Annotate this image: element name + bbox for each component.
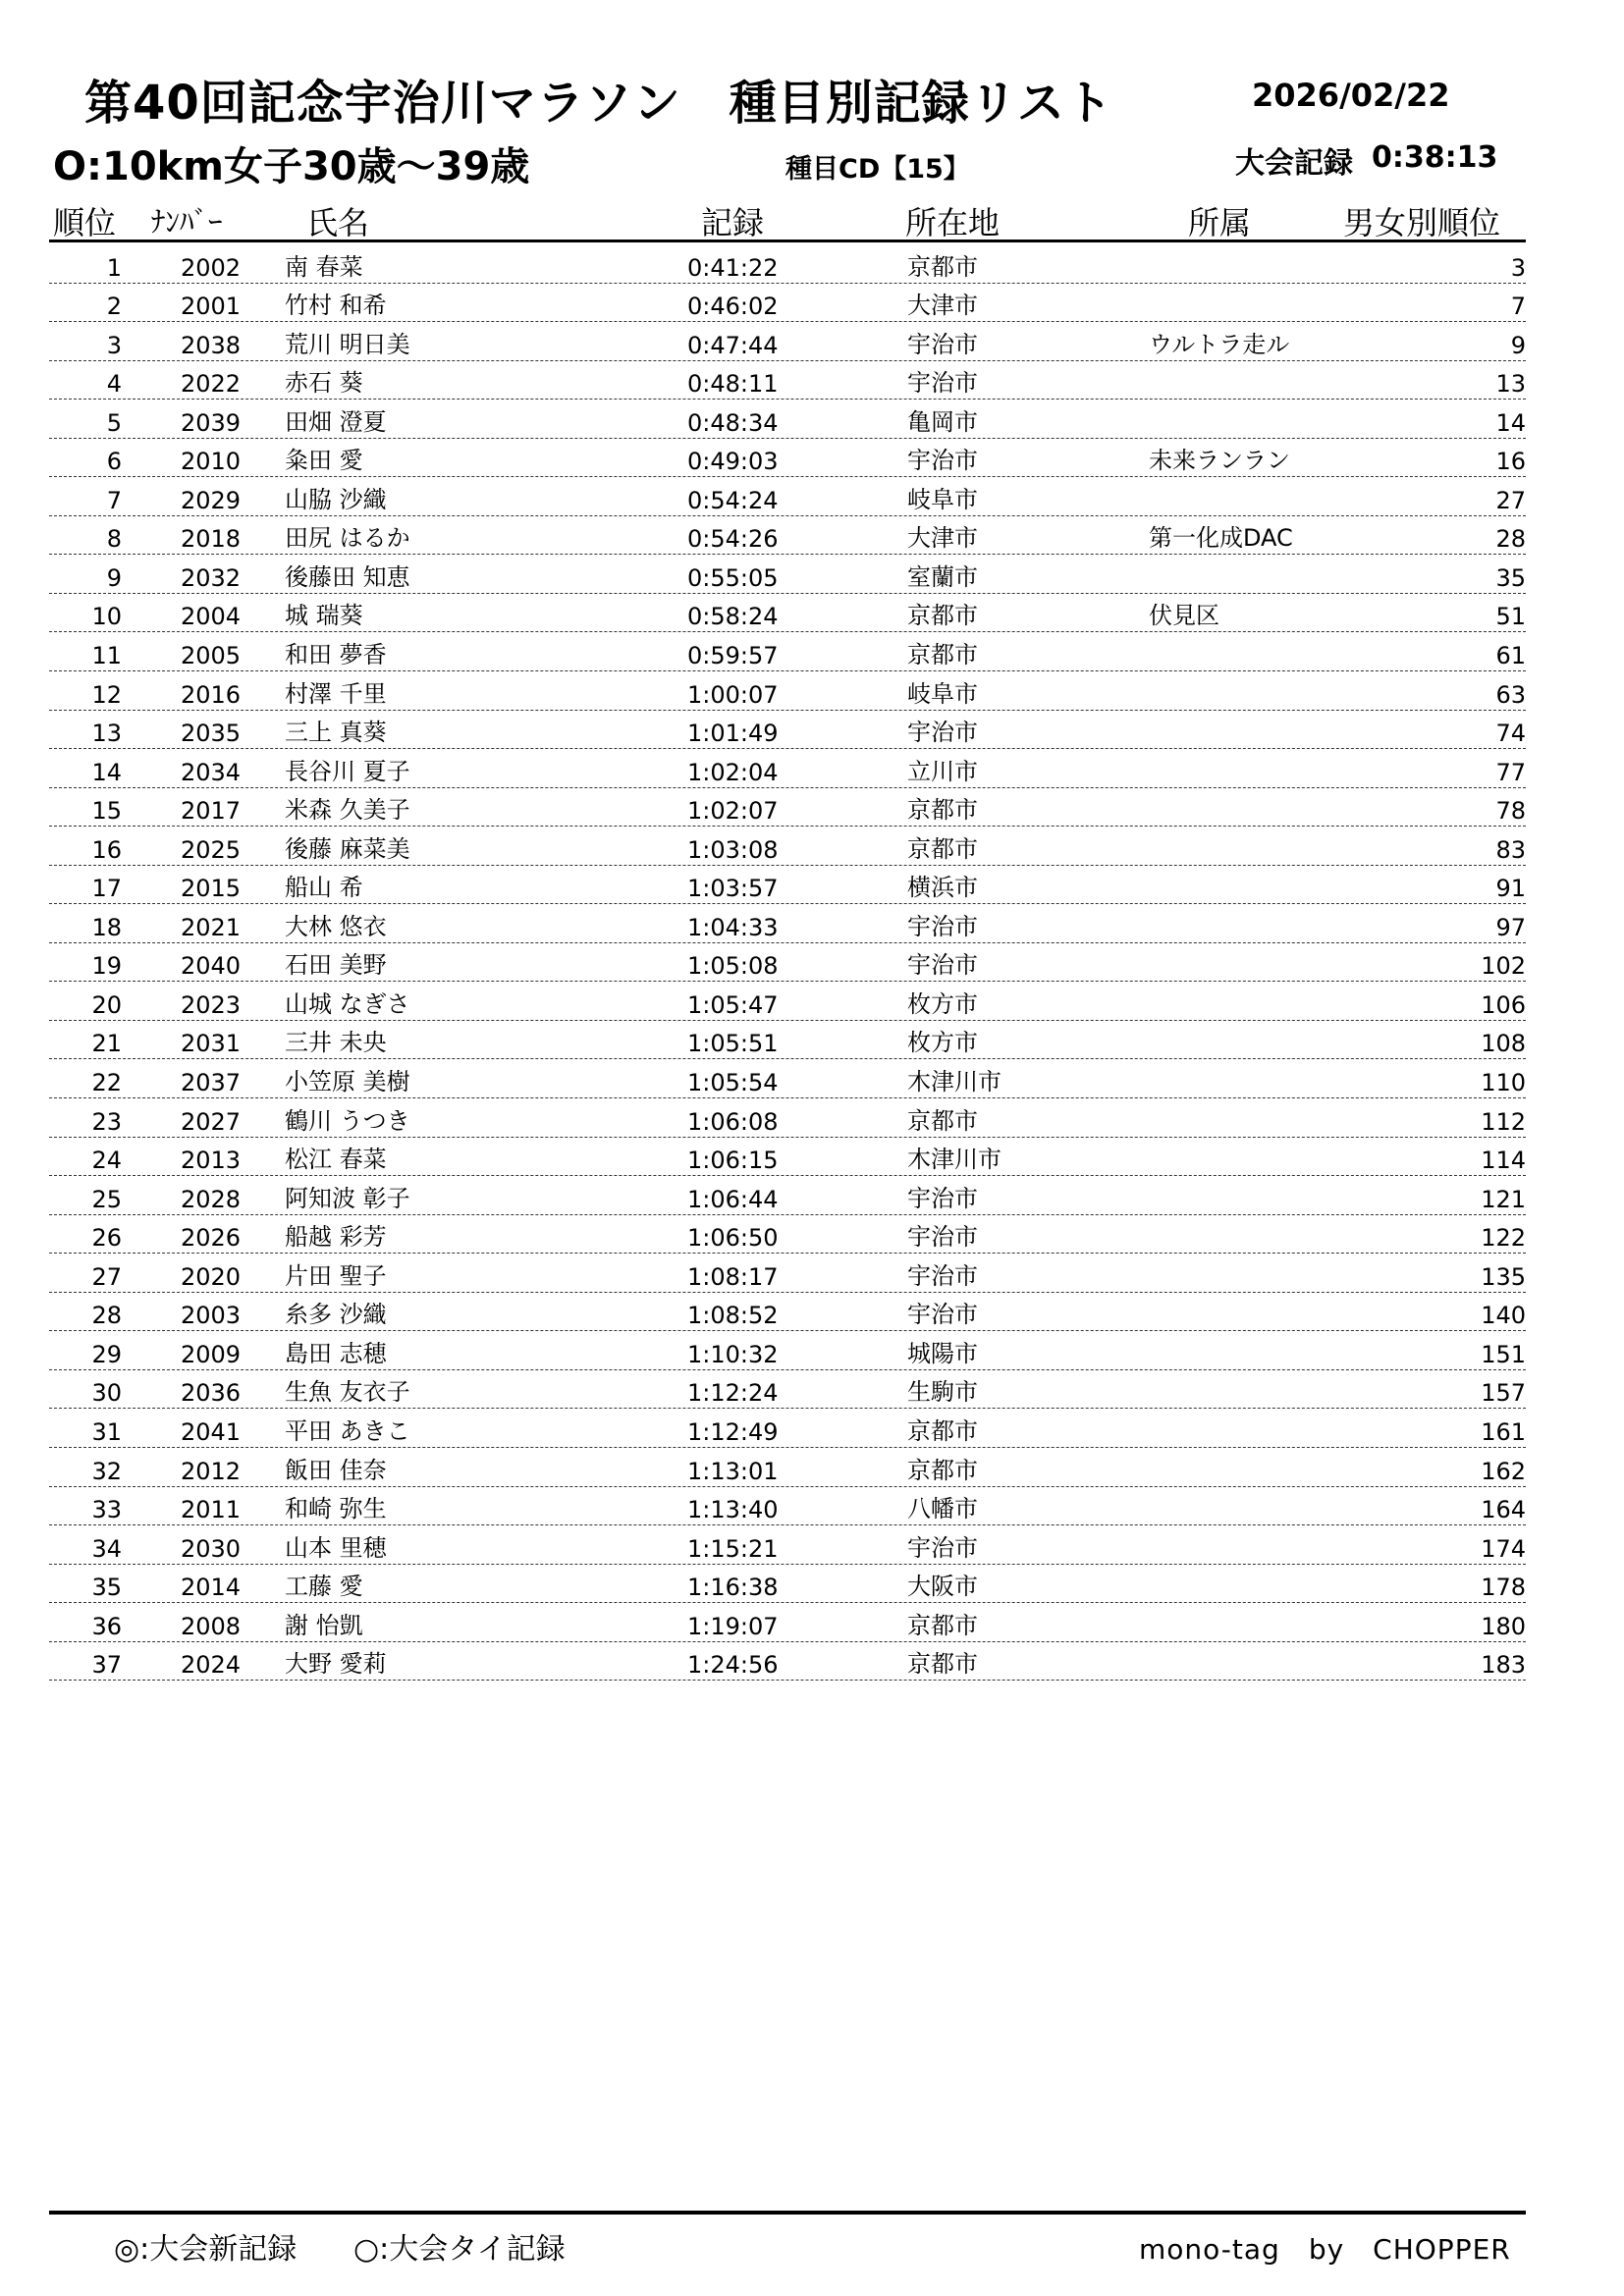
cell-bib: 2027 [181, 1107, 242, 1136]
table-row [49, 1525, 1526, 1565]
cell-rank: 4 [106, 370, 122, 399]
cell-rank: 1 [106, 253, 122, 282]
cell-gender-rank: 114 [1481, 1147, 1526, 1175]
cell-time: 0:48:11 [687, 370, 779, 399]
cell-name: 松江 春菜 [285, 1146, 387, 1174]
cell-gender-rank: 140 [1481, 1302, 1526, 1330]
cell-time: 1:03:08 [687, 835, 779, 864]
cell-location: 宇治市 [907, 330, 978, 358]
cell-name: 生魚 友衣子 [285, 1378, 410, 1407]
cell-gender-rank: 97 [1495, 913, 1526, 941]
cell-gender-rank: 161 [1481, 1417, 1526, 1446]
cell-bib: 2004 [181, 603, 242, 631]
cell-location: 宇治市 [907, 951, 978, 980]
cell-name: 米森 久美子 [285, 796, 410, 825]
cell-rank: 9 [106, 563, 122, 592]
cell-bib: 2037 [181, 1069, 242, 1097]
cell-gender-rank: 112 [1481, 1107, 1526, 1136]
cell-location: 京都市 [907, 1650, 978, 1679]
cell-rank: 5 [106, 408, 122, 437]
cell-gender-rank: 35 [1495, 563, 1526, 592]
cell-location: 京都市 [907, 1611, 978, 1639]
table-row [49, 711, 1526, 750]
cell-gender-rank: 27 [1495, 486, 1526, 514]
cell-bib: 2021 [181, 913, 242, 941]
cell-bib: 2039 [181, 408, 242, 437]
cell-rank: 23 [91, 1107, 122, 1136]
cell-name: 和崎 弥生 [285, 1495, 387, 1523]
header-location: 所在地 [905, 204, 1001, 241]
cell-time: 0:47:44 [687, 331, 779, 359]
cell-name: 工藤 愛 [285, 1573, 363, 1601]
header-rank: 順位 [53, 204, 117, 241]
cell-name: 飯田 佳奈 [285, 1456, 387, 1484]
column-headers [49, 196, 1526, 242]
cell-gender-rank: 164 [1481, 1496, 1526, 1524]
cell-name: 赤石 葵 [285, 369, 363, 398]
cell-name: 城 瑞葵 [285, 602, 363, 630]
cell-time: 1:13:40 [687, 1496, 779, 1524]
cell-rank: 21 [91, 1030, 122, 1058]
cell-bib: 2005 [181, 642, 242, 670]
cell-time: 1:12:49 [687, 1417, 779, 1446]
cell-time: 1:19:07 [687, 1612, 779, 1640]
cell-gender-rank: 102 [1481, 952, 1526, 981]
cell-location: 宇治市 [907, 719, 978, 747]
table-row [49, 1448, 1526, 1487]
cell-location: 枚方市 [907, 989, 978, 1018]
cell-time: 1:06:15 [687, 1147, 779, 1175]
cell-time: 1:12:24 [687, 1379, 779, 1408]
cell-time: 1:24:56 [687, 1651, 779, 1680]
cell-bib: 2036 [181, 1379, 242, 1408]
cell-name: 田尻 はるか [285, 524, 410, 553]
cell-location: 亀岡市 [907, 407, 978, 436]
cell-time: 1:15:21 [687, 1534, 779, 1563]
cell-time: 1:05:51 [687, 1030, 779, 1058]
cell-bib: 2031 [181, 1030, 242, 1058]
cell-name: 山本 里穂 [285, 1533, 387, 1562]
cell-time: 0:41:22 [687, 253, 779, 282]
header-bib: ﾅﾝﾊﾞｰ [151, 205, 223, 239]
table-row [49, 982, 1526, 1021]
cell-gender-rank: 110 [1481, 1069, 1526, 1097]
cell-location: 枚方市 [907, 1029, 978, 1057]
table-row [49, 1176, 1526, 1215]
cell-name: 平田 あきこ [285, 1416, 410, 1445]
cell-bib: 2035 [181, 720, 242, 748]
cell-time: 1:05:08 [687, 952, 779, 981]
table-row [49, 1603, 1526, 1642]
cell-bib: 2014 [181, 1574, 242, 1602]
table-row [49, 477, 1526, 516]
cell-location: 宇治市 [907, 1184, 978, 1212]
cell-rank: 20 [91, 990, 122, 1019]
cell-bib: 2023 [181, 990, 242, 1019]
cell-location: 城陽市 [907, 1339, 978, 1367]
cell-gender-rank: 106 [1481, 990, 1526, 1019]
table-row [49, 788, 1526, 828]
cell-rank: 12 [91, 680, 122, 709]
table-row [49, 244, 1526, 284]
cell-name: 石田 美野 [285, 951, 387, 980]
cell-location: 立川市 [907, 757, 978, 785]
table-row [49, 1254, 1526, 1293]
cell-location: 宇治市 [907, 1261, 978, 1290]
cell-location: 木津川市 [907, 1146, 1001, 1174]
cell-location: 岐阜市 [907, 485, 978, 513]
cell-bib: 2016 [181, 680, 242, 709]
cell-name: 船山 希 [285, 874, 363, 902]
cell-gender-rank: 78 [1495, 797, 1526, 826]
cell-bib: 2026 [181, 1224, 242, 1253]
cell-bib: 2030 [181, 1534, 242, 1563]
cell-name: 後藤 麻菜美 [285, 834, 410, 863]
cell-location: 宇治市 [907, 1223, 978, 1252]
cell-location: 京都市 [907, 641, 978, 669]
cell-location: 京都市 [907, 1456, 978, 1484]
cell-rank: 7 [106, 486, 122, 514]
cell-location: 京都市 [907, 796, 978, 825]
cell-location: 宇治市 [907, 912, 978, 940]
cell-location: 宇治市 [907, 1301, 978, 1329]
cell-time: 1:10:32 [687, 1340, 779, 1368]
cell-gender-rank: 135 [1481, 1262, 1526, 1291]
cell-location: 大津市 [907, 292, 978, 320]
cell-time: 0:58:24 [687, 603, 779, 631]
cell-name: 和田 夢香 [285, 641, 387, 669]
cell-gender-rank: 162 [1481, 1457, 1526, 1485]
header-time: 記録 [701, 204, 765, 241]
table-row [49, 1098, 1526, 1138]
cell-bib: 2010 [181, 448, 242, 476]
cell-rank: 33 [91, 1496, 122, 1524]
cell-time: 1:03:57 [687, 875, 779, 903]
cell-name: 長谷川 夏子 [285, 757, 410, 785]
cell-gender-rank: 151 [1481, 1340, 1526, 1368]
report-date: 2026/02/22 [1252, 77, 1450, 114]
cell-location: 京都市 [907, 1106, 978, 1135]
cell-gender-rank: 108 [1481, 1030, 1526, 1058]
cell-bib: 2013 [181, 1147, 242, 1175]
cell-gender-rank: 180 [1481, 1612, 1526, 1640]
cell-bib: 2003 [181, 1302, 242, 1330]
cell-name: 鶴川 うつき [285, 1106, 410, 1135]
cell-location: 京都市 [907, 1416, 978, 1445]
cell-rank: 18 [91, 913, 122, 941]
table-row [49, 866, 1526, 905]
cell-bib: 2029 [181, 486, 242, 514]
cell-location: 八幡市 [907, 1495, 978, 1523]
table-row [49, 1293, 1526, 1332]
cell-bib: 2001 [181, 293, 242, 321]
cell-time: 1:16:38 [687, 1574, 779, 1602]
cell-gender-rank: 7 [1510, 293, 1526, 321]
cell-location: 室蘭市 [907, 562, 978, 591]
table-row [49, 827, 1526, 866]
cell-time: 1:00:07 [687, 680, 779, 709]
table-row [49, 1565, 1526, 1604]
cell-rank: 25 [91, 1185, 122, 1213]
cell-time: 0:48:34 [687, 408, 779, 437]
table-row [49, 594, 1526, 633]
cell-location: 木津川市 [907, 1068, 1001, 1096]
cell-rank: 16 [91, 835, 122, 864]
table-row [49, 904, 1526, 943]
table-row [49, 400, 1526, 439]
table-row [49, 322, 1526, 361]
cell-rank: 27 [91, 1262, 122, 1291]
cell-affiliation: 伏見区 [1149, 602, 1219, 630]
cell-rank: 29 [91, 1340, 122, 1368]
cell-name: 南 春菜 [285, 252, 363, 281]
table-row [49, 1642, 1526, 1682]
cell-gender-rank: 61 [1495, 642, 1526, 670]
cell-bib: 2009 [181, 1340, 242, 1368]
cell-time: 1:06:50 [687, 1224, 779, 1253]
cell-rank: 6 [106, 448, 122, 476]
cell-gender-rank: 178 [1481, 1574, 1526, 1602]
cell-name: 竹村 和希 [285, 292, 387, 320]
cell-bib: 2038 [181, 331, 242, 359]
cell-location: 京都市 [907, 602, 978, 630]
cell-bib: 2017 [181, 797, 242, 826]
cell-rank: 32 [91, 1457, 122, 1485]
table-row [49, 1215, 1526, 1255]
cell-location: 大津市 [907, 524, 978, 553]
table-row [49, 439, 1526, 478]
cell-time: 1:08:17 [687, 1262, 779, 1291]
table-row [49, 671, 1526, 711]
cell-rank: 36 [91, 1612, 122, 1640]
cell-location: 生駒市 [907, 1378, 978, 1407]
event-code: 種目CD【15】 [785, 154, 970, 185]
cell-rank: 19 [91, 952, 122, 981]
cell-bib: 2002 [181, 253, 242, 282]
cell-rank: 13 [91, 720, 122, 748]
cell-rank: 22 [91, 1069, 122, 1097]
cell-gender-rank: 183 [1481, 1651, 1526, 1680]
cell-name: 後藤田 知恵 [285, 562, 410, 591]
cell-location: 京都市 [907, 252, 978, 281]
cell-rank: 26 [91, 1224, 122, 1253]
cell-gender-rank: 51 [1495, 603, 1526, 631]
table-row [49, 943, 1526, 983]
cell-bib: 2018 [181, 525, 242, 554]
cell-time: 0:59:57 [687, 642, 779, 670]
cell-rank: 10 [91, 603, 122, 631]
cell-gender-rank: 77 [1495, 758, 1526, 786]
cell-gender-rank: 16 [1495, 448, 1526, 476]
cell-name: 片田 聖子 [285, 1261, 387, 1290]
meet-record-label: 大会記録 [1235, 146, 1353, 181]
cell-rank: 30 [91, 1379, 122, 1408]
cell-gender-rank: 157 [1481, 1379, 1526, 1408]
meet-record-value: 0:38:13 [1372, 140, 1498, 175]
cell-gender-rank: 63 [1495, 680, 1526, 709]
cell-gender-rank: 83 [1495, 835, 1526, 864]
cell-rank: 8 [106, 525, 122, 554]
cell-time: 1:06:44 [687, 1185, 779, 1213]
cell-location: 大阪市 [907, 1573, 978, 1601]
software-credit: mono-tag by CHOPPER [1139, 2233, 1511, 2266]
table-row [49, 1059, 1526, 1098]
cell-name: 大林 悠衣 [285, 912, 387, 940]
cell-name: 山城 なぎさ [285, 989, 410, 1018]
header-gender-rank: 男女別順位 [1343, 204, 1501, 241]
cell-location: 宇治市 [907, 447, 978, 475]
cell-bib: 2041 [181, 1417, 242, 1446]
cell-affiliation: 第一化成DAC [1149, 524, 1293, 553]
cell-name: 大野 愛莉 [285, 1650, 387, 1679]
cell-gender-rank: 13 [1495, 370, 1526, 399]
cell-rank: 24 [91, 1147, 122, 1175]
cell-time: 1:05:47 [687, 990, 779, 1019]
cell-rank: 28 [91, 1302, 122, 1330]
cell-time: 1:04:33 [687, 913, 779, 941]
cell-affiliation: ウルトラ走ル [1149, 330, 1290, 358]
cell-name: 荒川 明日美 [285, 330, 410, 358]
cell-name: 阿知波 彰子 [285, 1184, 410, 1212]
cell-time: 1:13:01 [687, 1457, 779, 1485]
cell-name: 船越 彩芳 [285, 1223, 387, 1252]
cell-rank: 14 [91, 758, 122, 786]
cell-time: 1:02:07 [687, 797, 779, 826]
cell-affiliation: 未来ランラン [1149, 447, 1290, 475]
cell-time: 1:05:54 [687, 1069, 779, 1097]
cell-location: 横浜市 [907, 874, 978, 902]
cell-rank: 31 [91, 1417, 122, 1446]
cell-bib: 2032 [181, 563, 242, 592]
cell-gender-rank: 9 [1510, 331, 1526, 359]
cell-bib: 2028 [181, 1185, 242, 1213]
page-title: 第40回記念宇治川マラソン 種目別記録リスト [84, 76, 1113, 131]
cell-location: 宇治市 [907, 1533, 978, 1562]
cell-name: 三井 未央 [285, 1029, 387, 1057]
cell-time: 0:54:26 [687, 525, 779, 554]
table-row [49, 1138, 1526, 1177]
cell-bib: 2022 [181, 370, 242, 399]
table-row [49, 1021, 1526, 1060]
cell-gender-rank: 121 [1481, 1185, 1526, 1213]
table-row [49, 555, 1526, 594]
cell-bib: 2008 [181, 1612, 242, 1640]
table-row [49, 516, 1526, 556]
table-row [49, 284, 1526, 323]
cell-gender-rank: 91 [1495, 875, 1526, 903]
cell-bib: 2020 [181, 1262, 242, 1291]
results-table [49, 244, 1526, 1681]
cell-gender-rank: 14 [1495, 408, 1526, 437]
cell-name: 謝 怡凱 [285, 1611, 363, 1639]
cell-name: 小笠原 美樹 [285, 1068, 410, 1096]
cell-bib: 2025 [181, 835, 242, 864]
cell-bib: 2024 [181, 1651, 242, 1680]
cell-name: 田畑 澄夏 [285, 407, 387, 436]
cell-bib: 2012 [181, 1457, 242, 1485]
cell-location: 京都市 [907, 834, 978, 863]
cell-time: 1:08:52 [687, 1302, 779, 1330]
event-category: O:10km女子30歳～39歳 [53, 144, 530, 189]
cell-name: 村澤 千里 [285, 679, 387, 708]
cell-rank: 3 [106, 331, 122, 359]
table-row [49, 749, 1526, 788]
cell-rank: 2 [106, 293, 122, 321]
cell-location: 岐阜市 [907, 679, 978, 708]
cell-name: 糸多 沙織 [285, 1301, 387, 1329]
table-row [49, 632, 1526, 671]
legend-tie-record: ○:大会タイ記録 [353, 2232, 566, 2267]
cell-bib: 2011 [181, 1496, 242, 1524]
cell-gender-rank: 74 [1495, 720, 1526, 748]
legend-new-record: ◎:大会新記録 [114, 2232, 298, 2267]
cell-name: 山脇 沙織 [285, 485, 387, 513]
table-row [49, 1409, 1526, 1448]
cell-name: 島田 志穂 [285, 1339, 387, 1367]
cell-time: 1:02:04 [687, 758, 779, 786]
cell-rank: 15 [91, 797, 122, 826]
table-row [49, 361, 1526, 400]
cell-bib: 2034 [181, 758, 242, 786]
cell-rank: 34 [91, 1534, 122, 1563]
cell-rank: 35 [91, 1574, 122, 1602]
cell-time: 1:01:49 [687, 720, 779, 748]
cell-name: 三上 真葵 [285, 719, 387, 747]
cell-bib: 2040 [181, 952, 242, 981]
cell-gender-rank: 3 [1510, 253, 1526, 282]
cell-gender-rank: 174 [1481, 1534, 1526, 1563]
cell-rank: 17 [91, 875, 122, 903]
header-affiliation: 所属 [1188, 204, 1252, 241]
cell-bib: 2015 [181, 875, 242, 903]
cell-rank: 11 [91, 642, 122, 670]
cell-time: 0:46:02 [687, 293, 779, 321]
cell-gender-rank: 122 [1481, 1224, 1526, 1253]
table-row [49, 1370, 1526, 1410]
table-row [49, 1331, 1526, 1370]
cell-time: 0:54:24 [687, 486, 779, 514]
cell-name: 粂田 愛 [285, 447, 363, 475]
cell-location: 宇治市 [907, 369, 978, 398]
cell-time: 0:55:05 [687, 563, 779, 592]
cell-time: 0:49:03 [687, 448, 779, 476]
cell-gender-rank: 28 [1495, 525, 1526, 554]
header-name: 氏名 [306, 204, 370, 241]
cell-rank: 37 [91, 1651, 122, 1680]
table-row [49, 1487, 1526, 1526]
footer-divider [49, 2211, 1526, 2215]
cell-time: 1:06:08 [687, 1107, 779, 1136]
